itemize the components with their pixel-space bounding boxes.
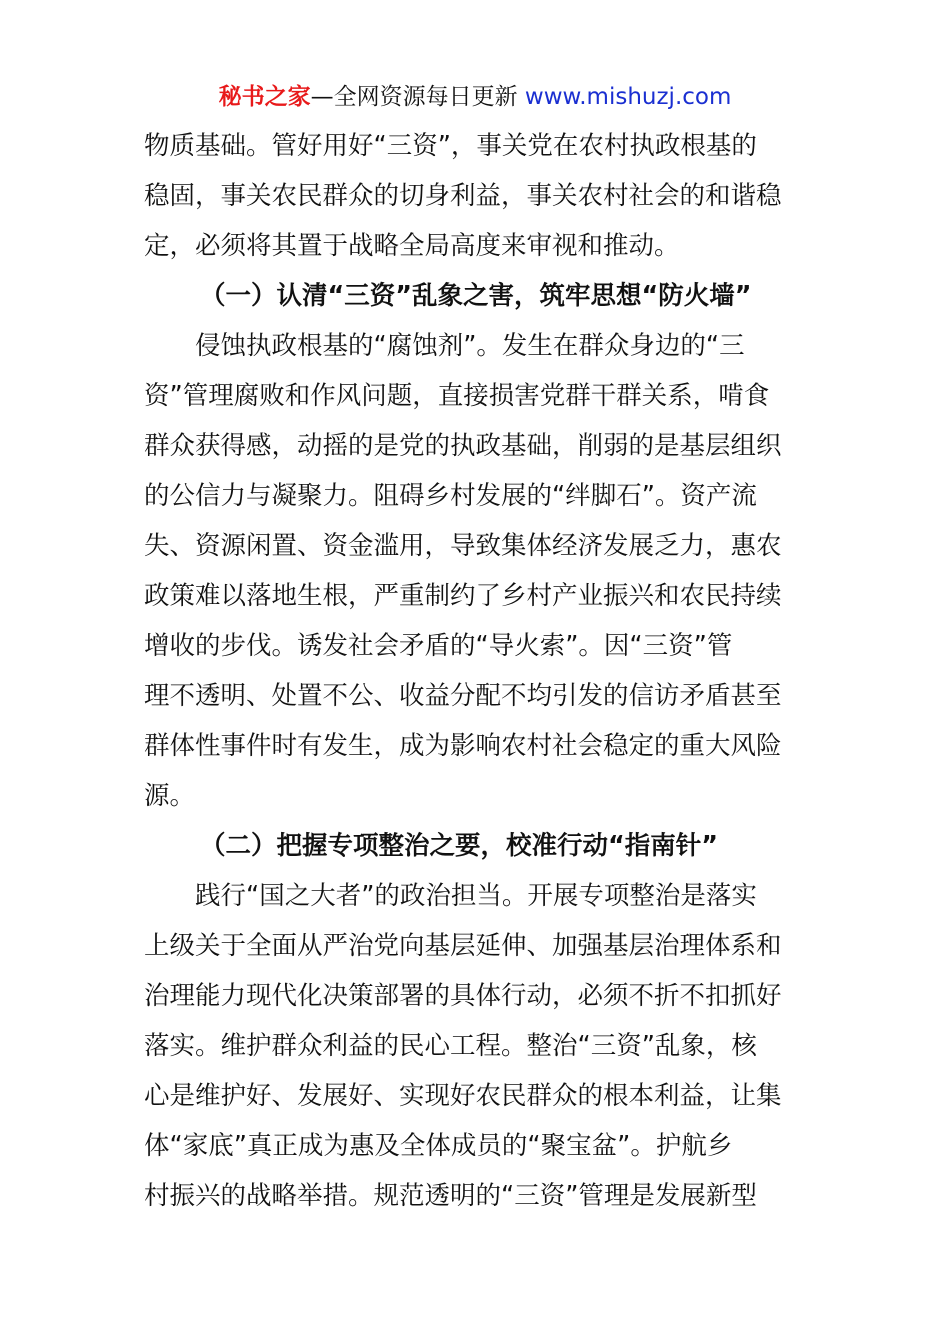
paragraph-line: 落实。维护群众利益的民心工程。整治“三资”乱象，核 [144,1031,757,1061]
paragraph-line: 村振兴的战略举措。规范透明的“三资”管理是发展新型 [144,1181,757,1211]
page-header [0,80,950,114]
paragraph-line: 群众获得感，动摇的是党的执政基础，削弱的是基层组织 [144,431,782,461]
paragraph-line: 稳固，事关农民群众的切身利益，事关农村社会的和谐稳 [144,181,782,211]
section-heading: （一）认清“三资”乱象之害，筑牢思想“防火墙” [200,281,752,311]
paragraph-line: 群体性事件时有发生，成为影响农村社会稳定的重大风险 [144,731,782,761]
brand-name: 秘书之家 [218,84,311,110]
paragraph-line: 心是维护好、发展好、实现好农民群众的根本利益，让集 [144,1081,782,1111]
paragraph-line: 理不透明、处置不公、收益分配不均引发的信访矛盾甚至 [144,681,782,711]
section-heading: （二）把握专项整治之要，校准行动“指南针” [200,831,719,861]
paragraph-line: 失、资源闲置、资金滥用，导致集体经济发展乏力，惠农 [144,531,782,561]
paragraph-line: 增收的步伐。诱发社会矛盾的“导火索”。因“三资”管 [144,631,733,661]
paragraph-line: 上级关于全面从严治党向基层延伸、加强基层治理体系和 [144,931,782,961]
paragraph-line: 体“家底”真正成为惠及全体成员的“聚宝盆”。护航乡 [144,1131,733,1161]
document-body [144,121,809,1221]
paragraph-line: 政策难以落地生根，严重制约了乡村产业振兴和农民持续 [144,581,782,611]
paragraph-line: 践行“国之大者”的政治担当。开展专项整治是落实 [195,881,757,911]
header-slogan: —全网资源每日更新 [310,84,525,110]
paragraph-line: 定，必须将其置于战略全局高度来审视和推动。 [144,231,680,261]
paragraph-line: 物质基础。管好用好“三资”，事关党在农村执政根基的 [144,131,757,161]
paragraph-line: 源。 [144,781,196,811]
paragraph-line: 治理能力现代化决策部署的具体行动，必须不折不扣抓好 [144,981,782,1011]
paragraph-line: 侵蚀执政根基的“腐蚀剂”。发生在群众身边的“三 [195,331,745,361]
paragraph-line: 的公信力与凝聚力。阻碍乡村发展的“绊脚石”。资产流 [144,481,757,511]
paragraph-line: 资”管理腐败和作风问题，直接损害党群干群关系，啃食 [144,381,770,411]
site-url: www.mishuzj.com [524,84,732,110]
